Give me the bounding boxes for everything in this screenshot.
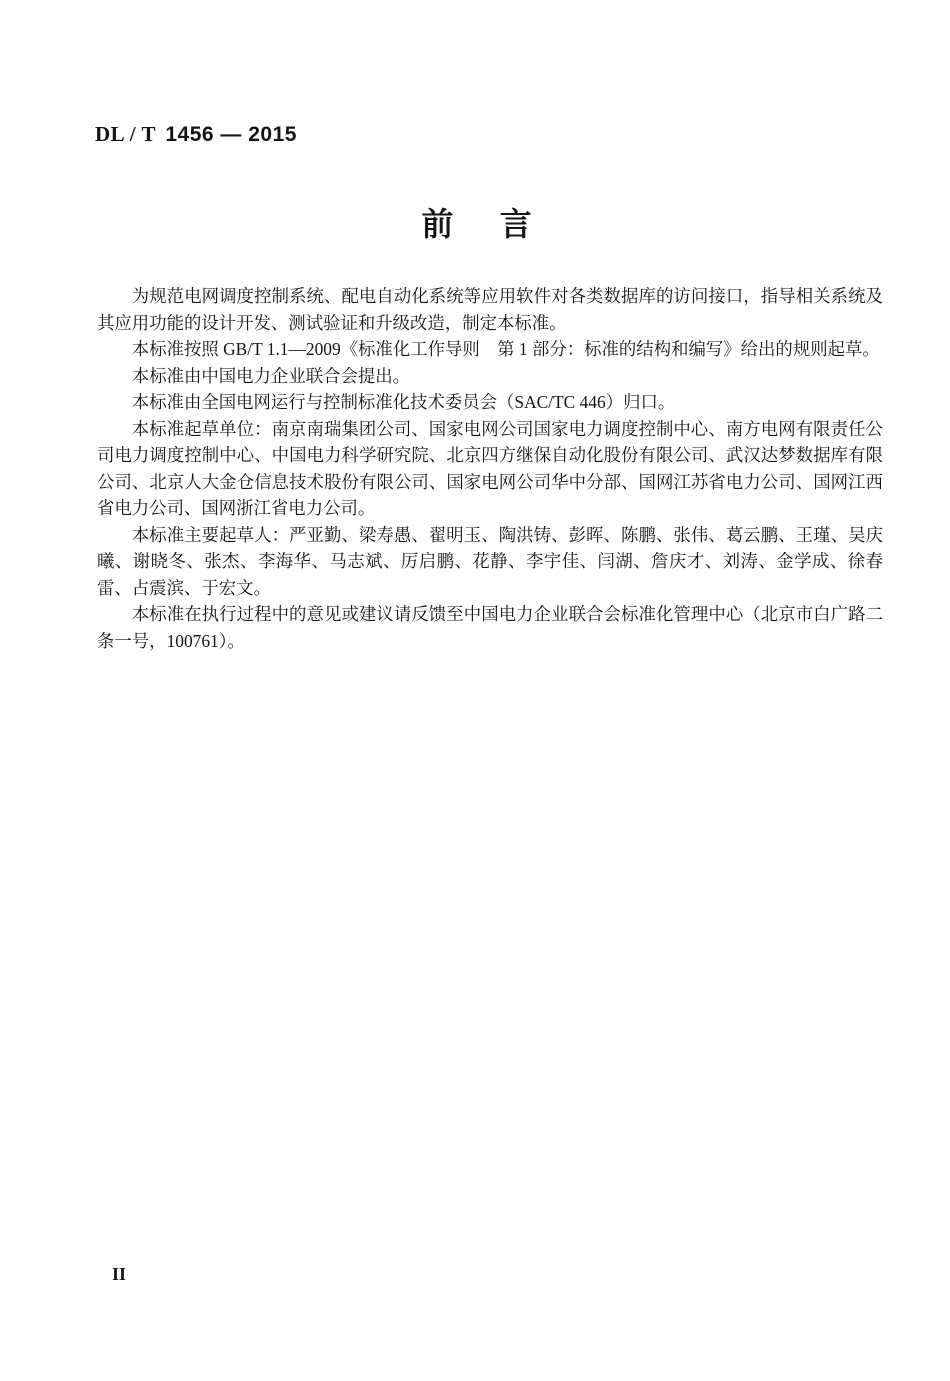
page-number: II: [112, 1264, 127, 1284]
paragraph: 本标准起草单位：南京南瑞集团公司、国家电网公司国家电力调度控制中心、南方电网有限责任公司电力调度控制中心、中国电力科学研究院、北京四方继保自动化股份有限公司、武汉达梦数据库有限公司、北京人大金仓信息技术股份有限公司、国家电网公司华中分部、国网江苏省电力公司、国网江西省电力公司、国网浙江省电力公司。: [97, 418, 883, 518]
standard-number: 1456 — 2015: [165, 123, 297, 146]
paragraph: 本标准由中国电力企业联合会提出。: [131, 365, 411, 386]
paragraph: 本标准按照 GB/T 1.1—2009《标准化工作导则 第 1 部分：标准的结构和编写》给出的规则起草。: [131, 339, 880, 359]
foreword-body: [97, 283, 883, 654]
paragraph: 本标准主要起草人：严亚勤、梁寿愚、翟明玉、陶洪铸、彭晖、陈鹏、张伟、葛云鹏、王瑾、吴庆曦、谢晓冬、张杰、李海华、马志斌、厉启鹏、花静、李宇佳、闫湖、詹庆才、刘涛、金学成、徐春雷、占震滨、于宏文。: [97, 524, 883, 598]
document-code-header: [95, 122, 297, 147]
paragraph: 本标准在执行过程中的意见或建议请反馈至中国电力企业联合会标准化管理中心（北京市白广路二条一号，100761）。: [97, 604, 883, 651]
paragraph: 为规范电网调度控制系统、配电自动化系统等应用软件对各类数据库的访问接口，指导相关系统及其应用功能的设计开发、测试验证和升级改造，制定本标准。: [97, 286, 883, 333]
standard-code: DL / T: [95, 122, 156, 146]
paragraph: 本标准由全国电网运行与控制标准化技术委员会（SAC/TC 446）归口。: [131, 392, 676, 412]
foreword-title: 前言: [421, 206, 579, 242]
